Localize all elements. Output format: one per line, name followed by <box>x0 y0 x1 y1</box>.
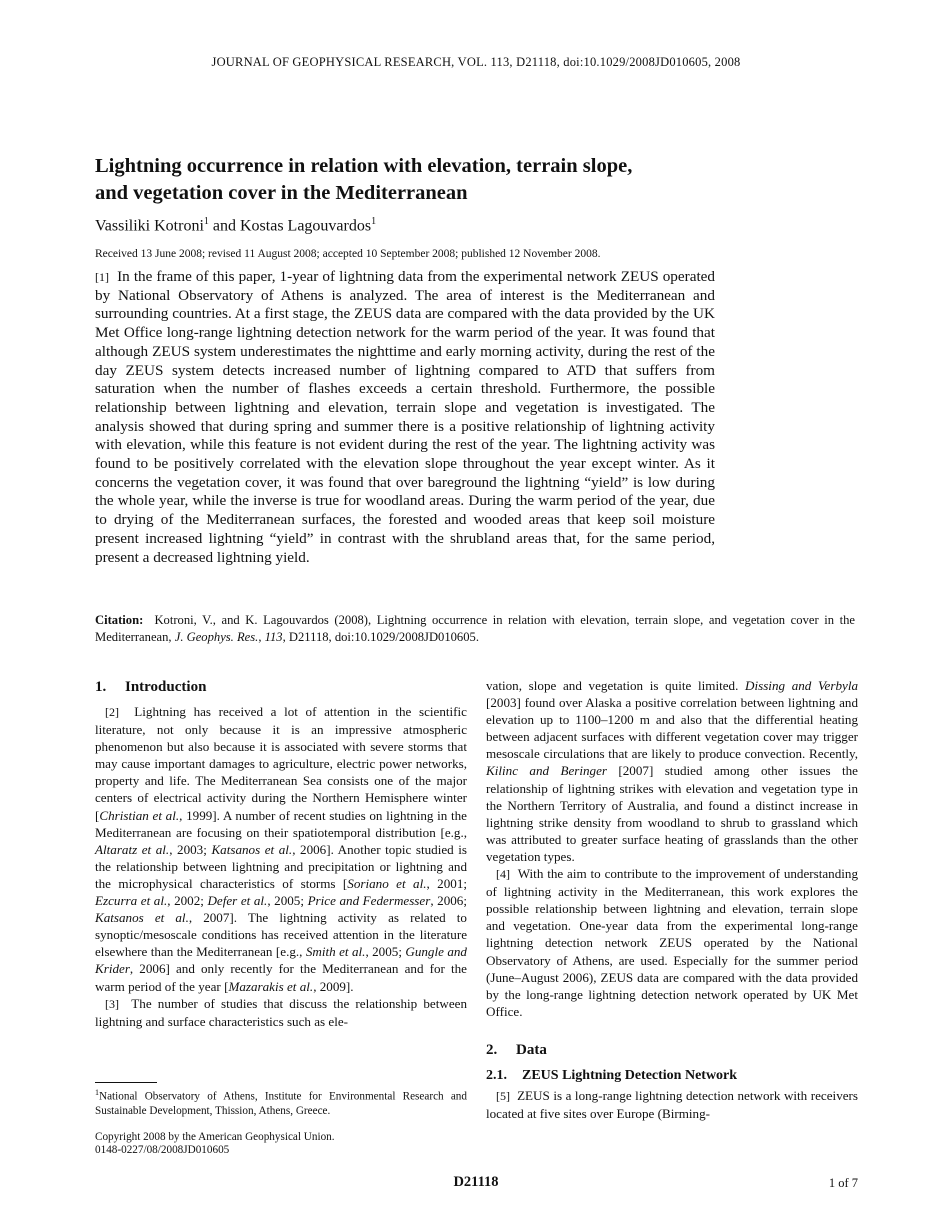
abstract <box>95 268 715 567</box>
reference: Ezcurra et al. <box>95 893 168 909</box>
issn-line: 0148-0227/08/2008JD010605 <box>95 1144 230 1156</box>
text-run: [2007] studied among other issues the relationship of lightning strikes with elevation and vegetation type in the Northern Territory of Australia, and found a distinct increase in lightning strike density from woodland to shrub to grassland which was attributed to greater surface heating of grasslands than the other vegetation types. <box>486 763 858 864</box>
text-run: , 2002; <box>167 893 208 909</box>
author-1: Vassiliki Kotroni <box>95 217 204 235</box>
author-2-affiliation-mark: 1 <box>371 216 377 227</box>
abstract-text: In the frame of this paper, 1-year of lightning data from the experimental network ZEUS operated by National Observatory of Athens is analyzed. The area of interest is the Mediterranean and surrounding countries. At a first stage, the ZEUS data are compared with the data provided by the UK Met Office long-range lightning detection network for the warm period of the year. It was found that although ZEUS system underestimates the nighttime and early morning activity, during the rest of the day ZEUS system detects increased number of lightning compared to ATD that suffers from saturation when the number of flashes exceeds a certain threshold. Furthermore, the possible relationship between lightning and elevation, terrain slope and vegetation is investigated. The analysis showed that during spring and summer there is a positive relationship of lightning activity with elevation, while this feature is not evident during the rest of the year. The lightning activity was found to be positively correlated with the elevation slope throughout the year except winter. As it concerns the vegetation cover, it was found that over bareground the lightning “yield” is low during the whole year, while the inverse is true for woodland areas. During the warm period of the year, due to drying of the Mediterranean surfaces, the forested and wooded areas that keep soil moisture present increased lightning “yield” in contrast with the shrubland areas that, for the same period, present a decreased lightning yield. <box>95 268 715 566</box>
reference: Price and Federmesser <box>307 893 431 909</box>
reference: Gungle and Krider <box>95 944 467 977</box>
affiliation-footnote <box>95 1086 467 1118</box>
paragraph-2 <box>95 703 467 995</box>
author-2: Kostas Lagouvardos <box>240 217 372 235</box>
subsection-heading-zeus <box>486 1066 858 1085</box>
section-title: Data <box>516 1041 547 1058</box>
section-title: Introduction <box>125 679 207 695</box>
reference: Kilinc and Beringer <box>486 763 607 779</box>
text-run: , 2007]. The lightning activity as related to synoptic/mesoscale conditions has received attention in the literature elsewhere than the Mediterranean [e.g., <box>95 910 467 960</box>
paragraph-number: [2] <box>105 705 119 719</box>
text-run: , 2005; <box>267 893 308 909</box>
text-run: vation, slope and vegetation is quite limited. <box>486 678 746 693</box>
received-dates: Received 13 June 2008; revised 11 August 2008; accepted 10 September 2008; published 12 November 2008. <box>95 248 601 260</box>
reference: Soriano et al. <box>347 875 427 891</box>
left-column <box>95 677 467 1030</box>
reference: Katsanos et al. <box>95 910 189 926</box>
reference: Katsanos et al. <box>211 841 293 857</box>
footnote-text: National Observatory of Athens, Institute for Environmental Research and Sustainable Development, Thission, Athens, Greece. <box>95 1090 467 1117</box>
text-run: , 2009]. <box>313 978 354 994</box>
reference: Defer et al. <box>207 893 268 909</box>
copyright <box>95 1131 467 1157</box>
text-run: , 2005; <box>365 944 406 960</box>
title-line-2: and vegetation cover in the Mediterranean <box>95 182 468 204</box>
text-run: , 2006; <box>430 893 467 909</box>
text-run: , 2003; <box>169 841 212 857</box>
paragraph-number: [5] <box>496 1088 510 1103</box>
citation-doi: , D21118, doi:10.1029/2008JD010605. <box>282 630 479 644</box>
reference: Altaratz et al. <box>95 841 170 857</box>
paragraph-3 <box>95 995 467 1030</box>
citation <box>95 612 855 646</box>
paragraph-3-continued <box>486 677 858 865</box>
section-number: 2. <box>486 1041 498 1058</box>
reference: Christian et al. <box>99 807 180 823</box>
section-heading-data <box>486 1040 858 1060</box>
citation-volume: 113 <box>264 630 283 644</box>
text-run: , 2006] and only recently for the Mediterranean and for the warm period of the year [ <box>95 961 467 994</box>
paragraph-4 <box>486 865 858 1020</box>
copyright-line: Copyright 2008 by the American Geophysical Union. <box>95 1131 335 1143</box>
paragraph-5 <box>486 1087 858 1122</box>
text-run: , 2006]. Another topic studied is the relationship between lightning and precipitation or lightning and the microphysical characteristics of storms [ <box>95 841 467 891</box>
citation-separator: , <box>258 630 265 644</box>
reference: Dissing and Verbyla <box>745 678 858 693</box>
text-run: , 2001; <box>426 875 468 891</box>
title-line-1: Lightning occurrence in relation with elevation, terrain slope, <box>95 155 633 177</box>
author-conjunction: and <box>208 217 240 235</box>
citation-label: Citation: <box>95 613 144 627</box>
reference: Mazarakis et al. <box>228 978 314 994</box>
text-run: Lightning has received a lot of attention in the scientific literature, not only because it is an impressive atmospheric phenomenon but also because it is associated with severe storms that may cause important damages to agriculture, electric power networks, property and life. The Mediterranean Sea consists one of the major centers of electrical activity during the Northern Hemisphere winter [ <box>95 704 467 823</box>
text-run: , 1999]. A number of recent studies on lightning in the Mediterranean are focusing on their spatiotemporal distribution [e.g., <box>95 807 467 840</box>
paragraph-number: [3] <box>105 996 119 1011</box>
footnote-divider <box>95 1082 157 1083</box>
paragraph-number: [4] <box>496 867 510 882</box>
text-run: ZEUS is a long-range lightning detection network with receivers located at five sites over Europe (Birming- <box>486 1087 859 1121</box>
citation-text: Kotroni, V., and K. Lagouvardos (2008), Lightning occurrence in relation with elevation, terrain slope, and vegetation cover in the Mediterranean, <box>95 613 855 644</box>
section-number: 1. <box>95 679 107 695</box>
footer-page-number: 1 of 7 <box>828 1176 858 1190</box>
reference: Smith et al. <box>305 944 366 960</box>
paragraph-number: [1] <box>95 270 109 284</box>
authors <box>95 216 376 235</box>
right-column <box>486 677 858 1122</box>
running-head: JOURNAL OF GEOPHYSICAL RESEARCH, VOL. 113, D21118, doi:10.1029/2008JD010605, 2008 <box>211 55 741 69</box>
text-run: With the aim to contribute to the improvement of understanding of lightning activity in the Mediterranean, this work explores the possible relationship between lightning and elevation, terrain slope and vegetation. One-year data from the experimental long-range lightning detection network ZEUS operated by the National Observatory of Athens, are used. Especially for the summer period (June–August 2006), ZEUS data are compared with the data provided by the long-range lightning detection network operated by UK Met Office. <box>486 866 858 1019</box>
section-heading-introduction <box>95 677 467 697</box>
citation-journal: J. Geophys. Res. <box>174 630 259 644</box>
footer-article-id: D21118 <box>453 1174 499 1190</box>
paper-title <box>95 153 815 207</box>
footnote-mark: 1 <box>95 1088 99 1097</box>
author-1-affiliation-mark: 1 <box>203 216 209 227</box>
subsection-title: ZEUS Lightning Detection Network <box>522 1067 738 1083</box>
text-run: [2003] found over Alaska a positive correlation between lightning and elevation up to 1100–1200 m and also that the differential heating between adjacent surfaces with different vegetation cover may trigger mesoscale circulations that are likely to produce convection. Recently, <box>486 695 858 762</box>
text-run: The number of studies that discuss the relationship between lightning and surface characteristics such as ele- <box>95 995 467 1029</box>
subsection-number: 2.1. <box>486 1067 507 1083</box>
